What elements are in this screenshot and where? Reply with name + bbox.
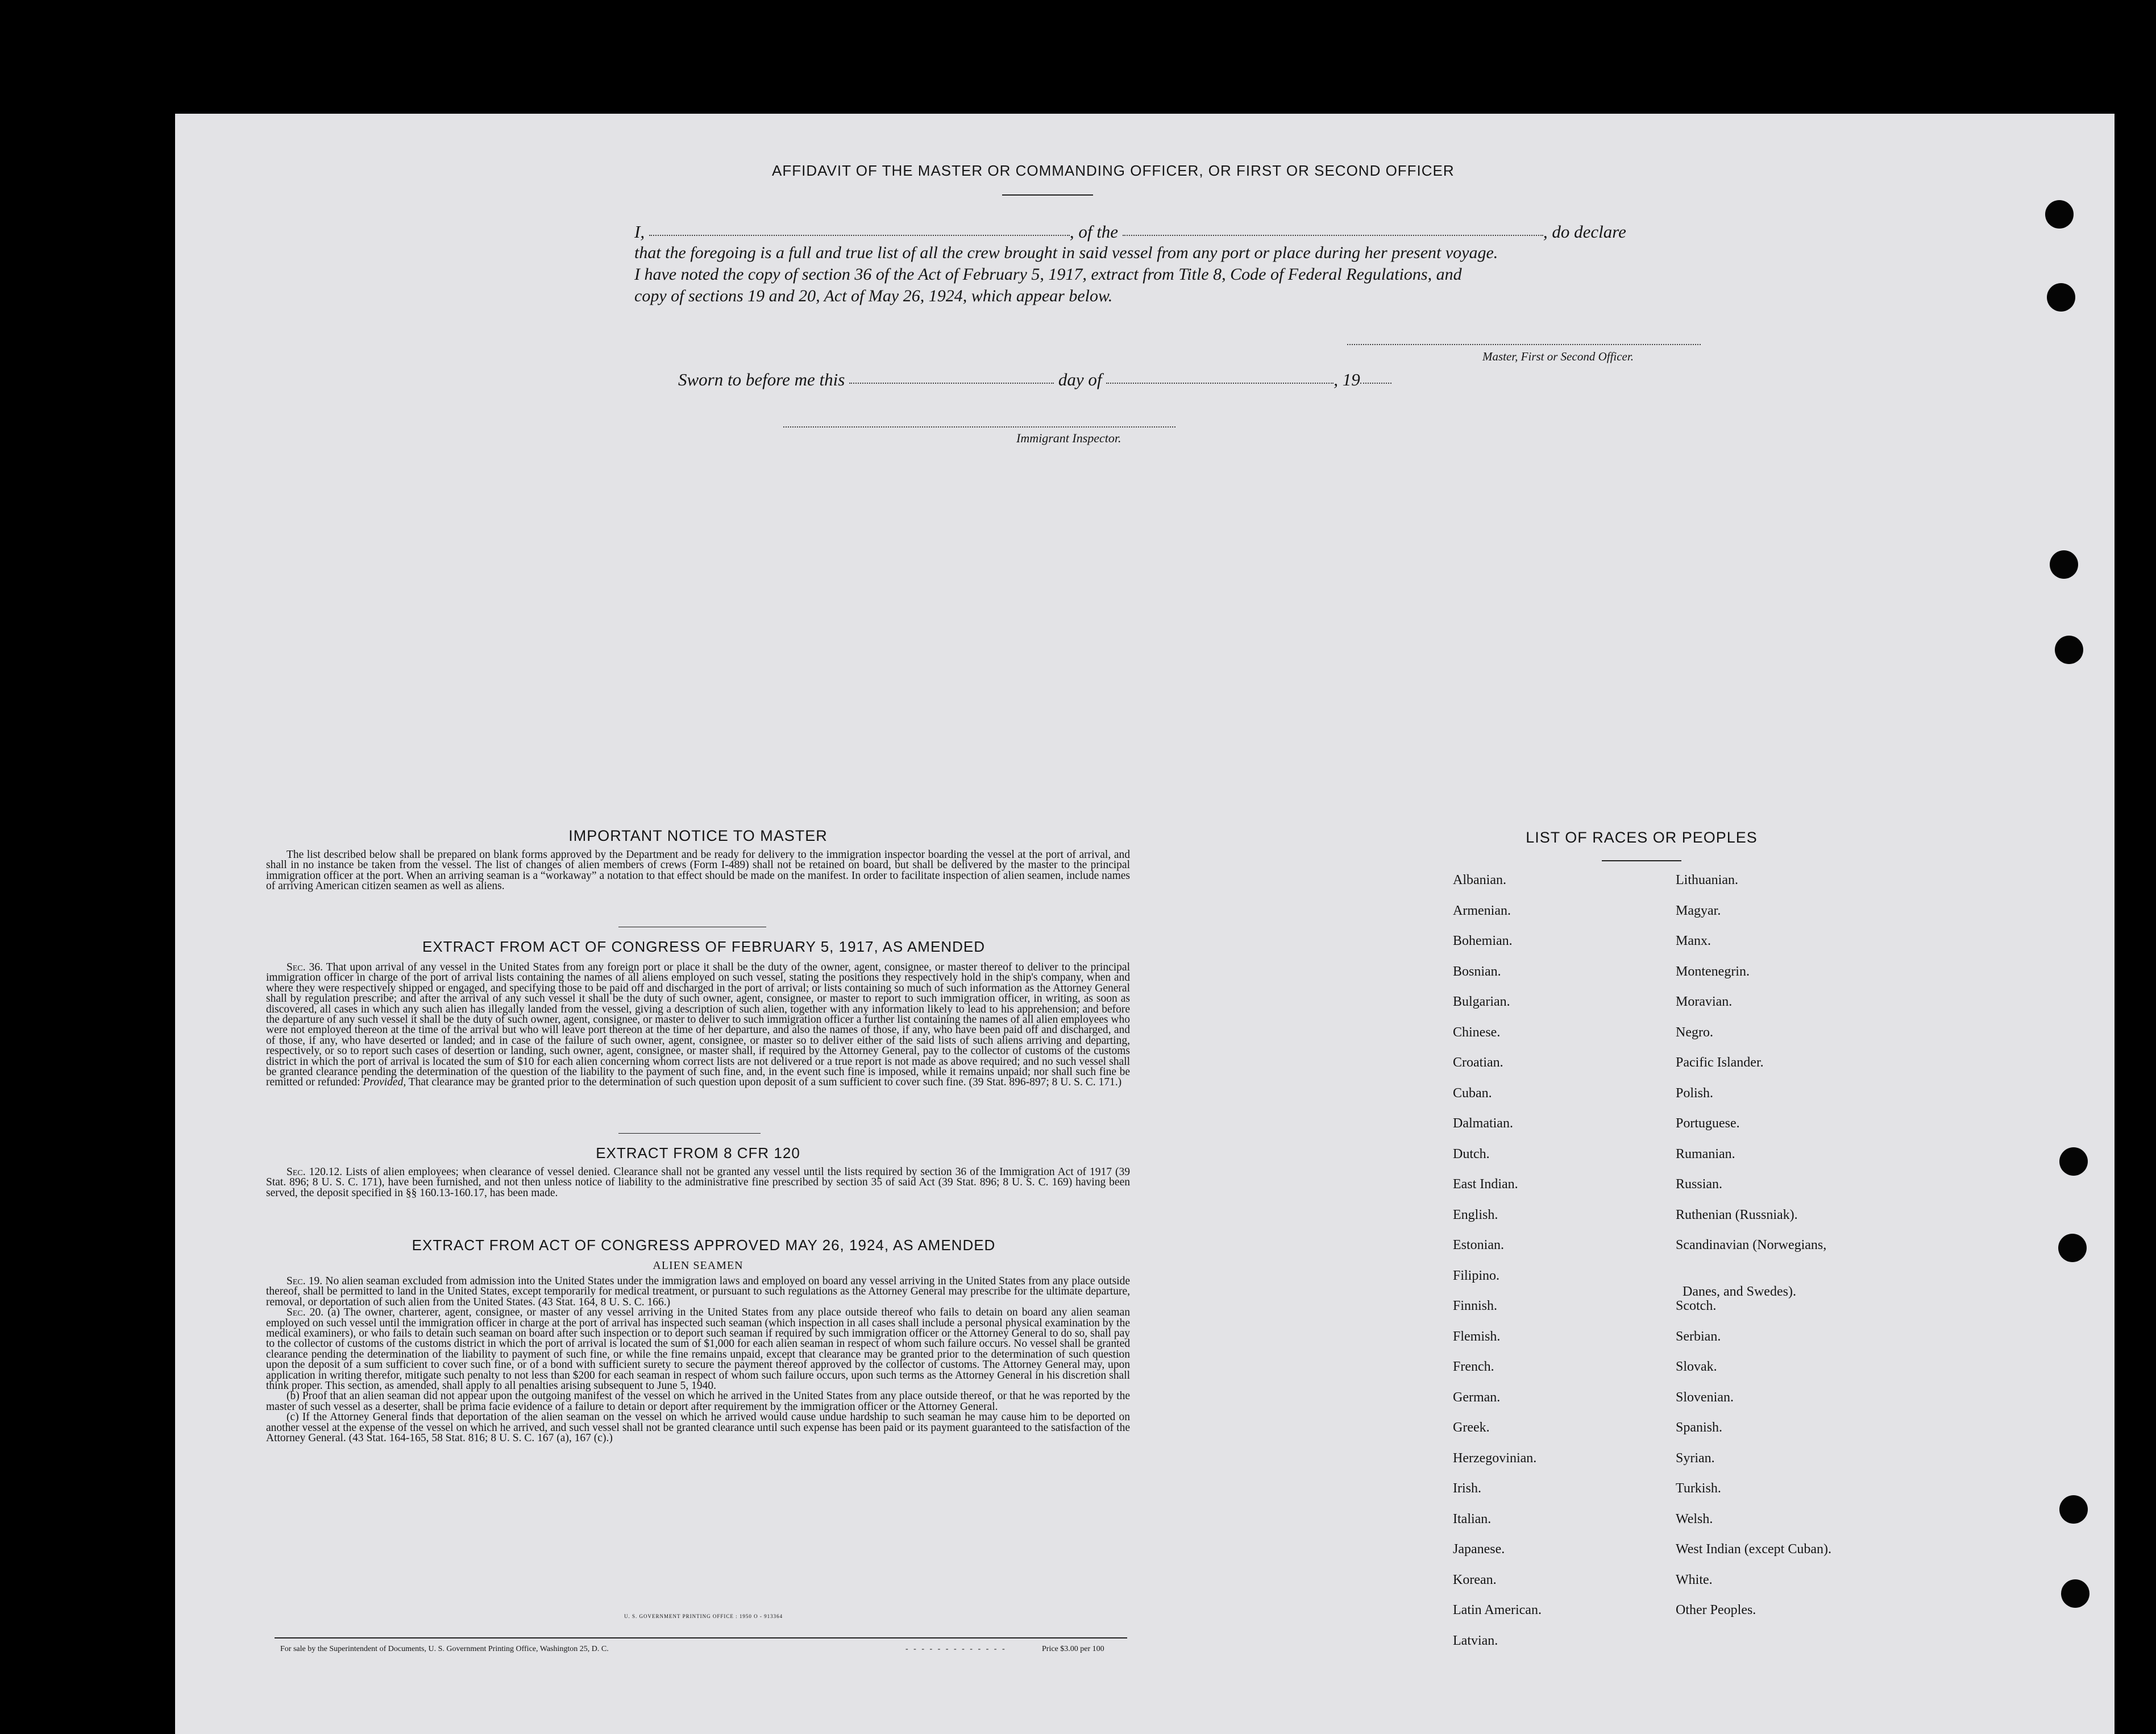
year-blank[interactable] xyxy=(1360,383,1391,384)
race-item: Turkish. xyxy=(1676,1481,1721,1496)
race-item: Danes, and Swedes). xyxy=(1683,1284,1796,1299)
sec-120-label: Sec. 120.12. xyxy=(286,1166,343,1178)
race-item: Chinese. xyxy=(1453,1024,1501,1040)
race-item: French. xyxy=(1453,1359,1494,1374)
race-item: Armenian. xyxy=(1453,903,1511,918)
race-item: Croatian. xyxy=(1453,1055,1503,1070)
master-signature-line[interactable] xyxy=(1347,344,1701,345)
day-of-label: day of xyxy=(1058,370,1102,389)
affidavit-line-1 xyxy=(634,222,1626,242)
race-item: Slovak. xyxy=(1676,1359,1717,1374)
notice-title: IMPORTANT NOTICE TO MASTER xyxy=(568,827,828,844)
race-item: Lithuanian. xyxy=(1676,873,1738,887)
race-item: Italian. xyxy=(1453,1511,1492,1526)
sec-36-text-end: That clearance may be granted prior to the determination of such question upon deposit of a sum sufficient to cover such fine. (39 Stat. 896-897; 8 U. S. C. 171.) xyxy=(408,1076,1122,1089)
gpo-line: U. S. GOVERNMENT PRINTING OFFICE : 1950 O - 913364 xyxy=(624,1613,783,1619)
race-item: Montenegrin. xyxy=(1676,964,1750,979)
binder-hole xyxy=(2059,1495,2088,1524)
affidavit-title: AFFIDAVIT OF THE MASTER OR COMMANDING OFFICER, OR FIRST OR SECOND OFFICER xyxy=(772,162,1455,179)
race-item: Flemish. xyxy=(1453,1329,1501,1344)
race-item: Russian. xyxy=(1676,1177,1723,1192)
race-item: Manx. xyxy=(1676,934,1711,948)
race-item: Finnish. xyxy=(1453,1299,1498,1313)
race-item: Estonian. xyxy=(1453,1238,1504,1252)
race-item: Bosnian. xyxy=(1453,964,1501,979)
affidavit-line-3: I have noted the copy of section 36 of the Act of February 5, 1917, extract from Title 8, Code of Federal Regulations, and xyxy=(634,265,1462,284)
sec-20-label: Sec. 20. xyxy=(286,1306,324,1319)
race-item: Serbian. xyxy=(1676,1329,1721,1344)
form-page xyxy=(175,114,2115,1734)
race-item: Herzegovinian. xyxy=(1453,1450,1537,1466)
extract-cfr-title: EXTRACT FROM 8 CFR 120 xyxy=(596,1144,800,1161)
alien-seamen-subtitle: ALIEN SEAMEN xyxy=(653,1259,743,1272)
extract-1917-rule xyxy=(618,1133,761,1134)
notice-text: The list described below shall be prepared on blank forms approved by the Department and be ready for delivery to the immigration inspector boarding the vessel at the port of arrival, and shall in no instance be taken from the vessel. The list of changes of alien members of crews (Form I-489) shall not be retained on board, but shall be delivered by the master to the principal immigration officer at the port. When an arriving seaman is a “workaway” a notation to that effect should be made on the manifest. In order to facilitate inspection of alien seamen, include names of arriving American citizen seamen as well as aliens. xyxy=(266,849,1130,893)
sec-120-text: Lists of alien employees; when clearance of vessel denied. Clearance shall not be granted any vessel until the lists required by section 36 of the Immigration Act of 1917 (39 Stat. 896; 8 U. S. C. 171), have been furnished, and not then unless notice of liability to the administrative fine prescribed by section 35 of said Act (39 Stat. 896; 8 U. S. C. 169) having been served, the deposit specified in §§ 160.13-160.17, has been made. xyxy=(266,1166,1130,1199)
affidavit-line-2: that the foregoing is a full and true list of all the crew brought in said vessel from any port or place during her present voyage. xyxy=(634,243,1498,262)
race-item: Moravian. xyxy=(1676,994,1733,1009)
race-item: Scandinavian (Norwegians, xyxy=(1676,1238,1827,1252)
extract-1917-title: EXTRACT FROM ACT OF CONGRESS OF FEBRUARY 5, 1917, AS AMENDED xyxy=(422,938,985,955)
extract-1917-body xyxy=(266,963,1130,1088)
race-item: Portuguese. xyxy=(1676,1116,1740,1131)
binder-hole xyxy=(2061,1579,2089,1608)
extract-1924-body xyxy=(266,1276,1130,1444)
race-item: Dalmatian. xyxy=(1453,1116,1513,1131)
sec-20b-text: (b) Proof that an alien seaman did not appear upon the outgoing manifest of the vessel on which he arrived in the United States from any place outside thereof, or that he was reported by the master of such vessel as a deserter, shall be prima facie evidence of a failure to detain or deport after requirement by the immigration officer or the Attorney General. xyxy=(266,1390,1130,1413)
race-item: Filipino. xyxy=(1453,1268,1500,1283)
i-label: I, xyxy=(634,222,645,242)
binder-hole xyxy=(2045,200,2074,229)
binder-hole xyxy=(2058,1234,2087,1262)
race-item: Slovenian. xyxy=(1676,1389,1734,1405)
footer-right: Price $3.00 per 100 xyxy=(1042,1645,1104,1653)
race-item: West Indian (except Cuban). xyxy=(1676,1542,1831,1557)
inspector-signature-line[interactable] xyxy=(783,426,1175,428)
race-item: Latvian. xyxy=(1453,1633,1498,1648)
master-signature-label: Master, First or Second Officer. xyxy=(1482,350,1634,363)
binder-hole xyxy=(2059,1147,2088,1176)
affidavit-line-4: copy of sections 19 and 20, Act of May 26, 1924, which appear below. xyxy=(634,287,1113,305)
race-item: East Indian. xyxy=(1453,1177,1518,1192)
race-item: Pacific Islander. xyxy=(1676,1055,1764,1070)
race-item: Syrian. xyxy=(1676,1450,1715,1466)
of-the-label: , of the xyxy=(1069,222,1119,242)
race-item: Spanish. xyxy=(1676,1420,1723,1435)
name-blank[interactable] xyxy=(649,235,1070,236)
races-rule xyxy=(1602,860,1681,861)
race-item: Latin American. xyxy=(1453,1603,1542,1617)
day-blank[interactable] xyxy=(849,383,1054,384)
extract-cfr-body xyxy=(266,1167,1130,1198)
race-item: Albanian. xyxy=(1453,873,1506,887)
race-item: English. xyxy=(1453,1207,1498,1222)
sworn-before-label: Sworn to before me this xyxy=(678,370,845,389)
race-item: Welsh. xyxy=(1676,1511,1713,1526)
sec-20c-text: (c) If the Attorney General finds that deportation of the alien seaman on the vessel on which he arrived would cause undue hardship to such seaman he may cause him to be deported on another vessel at the expense of the vessel on which he arrived, and such vessel shall not be granted clearance until such expense has been paid or its payment guaranteed to the satisfaction of the Attorney General. (43 Stat. 164-165, 58 Stat. 816; 8 U. S. C. 167 (a), 167 (c).) xyxy=(266,1411,1130,1445)
sec-19-text: No alien seaman excluded from admission into the United States under the immigration laws and employed on board any vessel arriving in the United States from any place outside thereof, shall be permitted to land in the United States, except temporarily for medical treatment, or pursuant to such regulations as the Attorney General may prescribe for the ultimate departure, removal, or deportation of such alien from the United States. (43 Stat. 164, 8 U. S. C. 166.) xyxy=(266,1275,1130,1308)
race-item: Rumanian. xyxy=(1676,1146,1735,1161)
race-item: Dutch. xyxy=(1453,1146,1490,1161)
binder-hole xyxy=(2050,550,2078,579)
extract-1924-title: EXTRACT FROM ACT OF CONGRESS APPROVED MAY 26, 1924, AS AMENDED xyxy=(412,1237,996,1254)
footer-leader: - - - - - - - - - - - - - xyxy=(905,1645,1007,1653)
race-item: Greek. xyxy=(1453,1420,1490,1435)
race-item: Korean. xyxy=(1453,1572,1497,1587)
vessel-blank[interactable] xyxy=(1123,235,1543,236)
binder-hole xyxy=(2047,283,2075,312)
sec-20a-text: (a) The owner, charterer, agent, consignee, or master of any vessel arriving in the United States from any place outside thereof who fails to detain on board any alien seaman employed on such vessel until the immigration officer in charge at the port of arrival has inspected such seaman (which inspection in all cases shall include a personal physical examination by the medical examiners), or who fails to detain such seaman on board after such inspection or to deport such seaman if required by such immigration officer or the Attorney General to do so, shall pay to the collector of customs of the customs district in which the port of arrival is located the sum of $1,000 for each alien seaman in respect of whom such failure occurs. No vessel shall be granted clearance pending the determination of the liability to payment of such fine, or while the fine remains unpaid, except that clearance may be granted prior to the determination of such question upon the deposit of a sum sufficient to cover such fine, or of a bond with sufficient surety to secure the payment thereof approved by the collector of customs. The Attorney General may, upon application in writing therefor, mitigate such penalty to not less than $200 for each seaman in respect of whom such failure occurs, upon such terms as the Attorney General in his discretion shall think proper. This section, as amended, shall apply to all penalties arising subsequent to June 5, 1940. xyxy=(266,1306,1131,1392)
inspector-signature-label: Immigrant Inspector. xyxy=(1016,431,1121,445)
title-rule xyxy=(1002,194,1093,196)
binder-hole xyxy=(2055,636,2083,664)
race-item: Negro. xyxy=(1676,1024,1713,1040)
race-item: Scotch. xyxy=(1676,1299,1717,1313)
year-prefix: , 19 xyxy=(1334,370,1360,389)
sec-36-text: That upon arrival of any vessel in the United States from any foreign port or place it shall be the duty of the owner, agent, consignee, or master thereof to deliver to the principal immigration officer in charge of the port of arrival lists containing the names of all aliens employed on such vessel, stating the positions they respectively hold in the ship's company, when and where they were respectively shipped or engaged, and specifying those to be paid off and discharged in the port of arrival; or lists containing so much of such information as the Attorney General shall by regulation prescribe; and after the arrival of any such vessel it shall be the duty of such owner, agent, consignee, or master to report to such immigration officer, in writing, as soon as discovered, all cases in which any such alien has illegally landed from the vessel, giving a description of such alien, together with any information likely to lead to his apprehension; and before the departure of any such vessel it shall be the duty of such owner, agent, consignee, or master to deliver to such immigration officer a further list containing the names of all alien employees who were not employed thereon at the time of the arrival but who will leave port thereon at the time of her departure, and also the names of those, if any, who have been paid off and discharged, and of those, if any, who have deserted or landed; and in case of the failure of such owner, agent, consignee, or master so to deliver either of the said lists of such aliens arriving and departing, respectively, or so to report such cases of desertion or landing, such owner, agent, consignee, or master shall, if required by the Attorney General, pay to the collector of customs of the customs district in which the port of arrival is located the sum of $10 for each alien concerning whom correct lists are not delivered or a true report is not made as above required; and no such vessel shall be granted clearance pending the determination of the question of the liability to the payment of such fine, and, in the event such fine is imposed, while it remains unpaid; nor shall such fine be remitted or refunded: xyxy=(266,961,1130,1089)
race-item: Other Peoples. xyxy=(1676,1603,1756,1617)
race-item: Irish. xyxy=(1453,1481,1481,1496)
sec-19-label: Sec. 19. xyxy=(286,1275,323,1287)
sworn-line xyxy=(678,370,1391,390)
sec-36-label: Sec. 36. xyxy=(286,961,323,973)
race-item: Bulgarian. xyxy=(1453,994,1510,1009)
race-item: Cuban. xyxy=(1453,1085,1492,1101)
notice-body xyxy=(266,850,1130,892)
race-item: Japanese. xyxy=(1453,1542,1505,1557)
race-item: Magyar. xyxy=(1676,903,1721,918)
month-blank[interactable] xyxy=(1106,383,1334,384)
footer-left: For sale by the Superintendent of Documents, U. S. Government Printing Office, Washington 25, D. C. xyxy=(280,1645,609,1653)
race-item: Polish. xyxy=(1676,1085,1714,1101)
race-item: Bohemian. xyxy=(1453,934,1513,948)
provided-word: Provided, xyxy=(363,1076,406,1089)
races-title: LIST OF RACES OR PEOPLES xyxy=(1526,829,1758,846)
do-declare-label: , do declare xyxy=(1543,222,1626,242)
race-item: German. xyxy=(1453,1389,1501,1405)
footer-rule xyxy=(275,1637,1127,1638)
race-item: Ruthenian (Russniak). xyxy=(1676,1207,1798,1222)
race-item: White. xyxy=(1676,1572,1713,1587)
